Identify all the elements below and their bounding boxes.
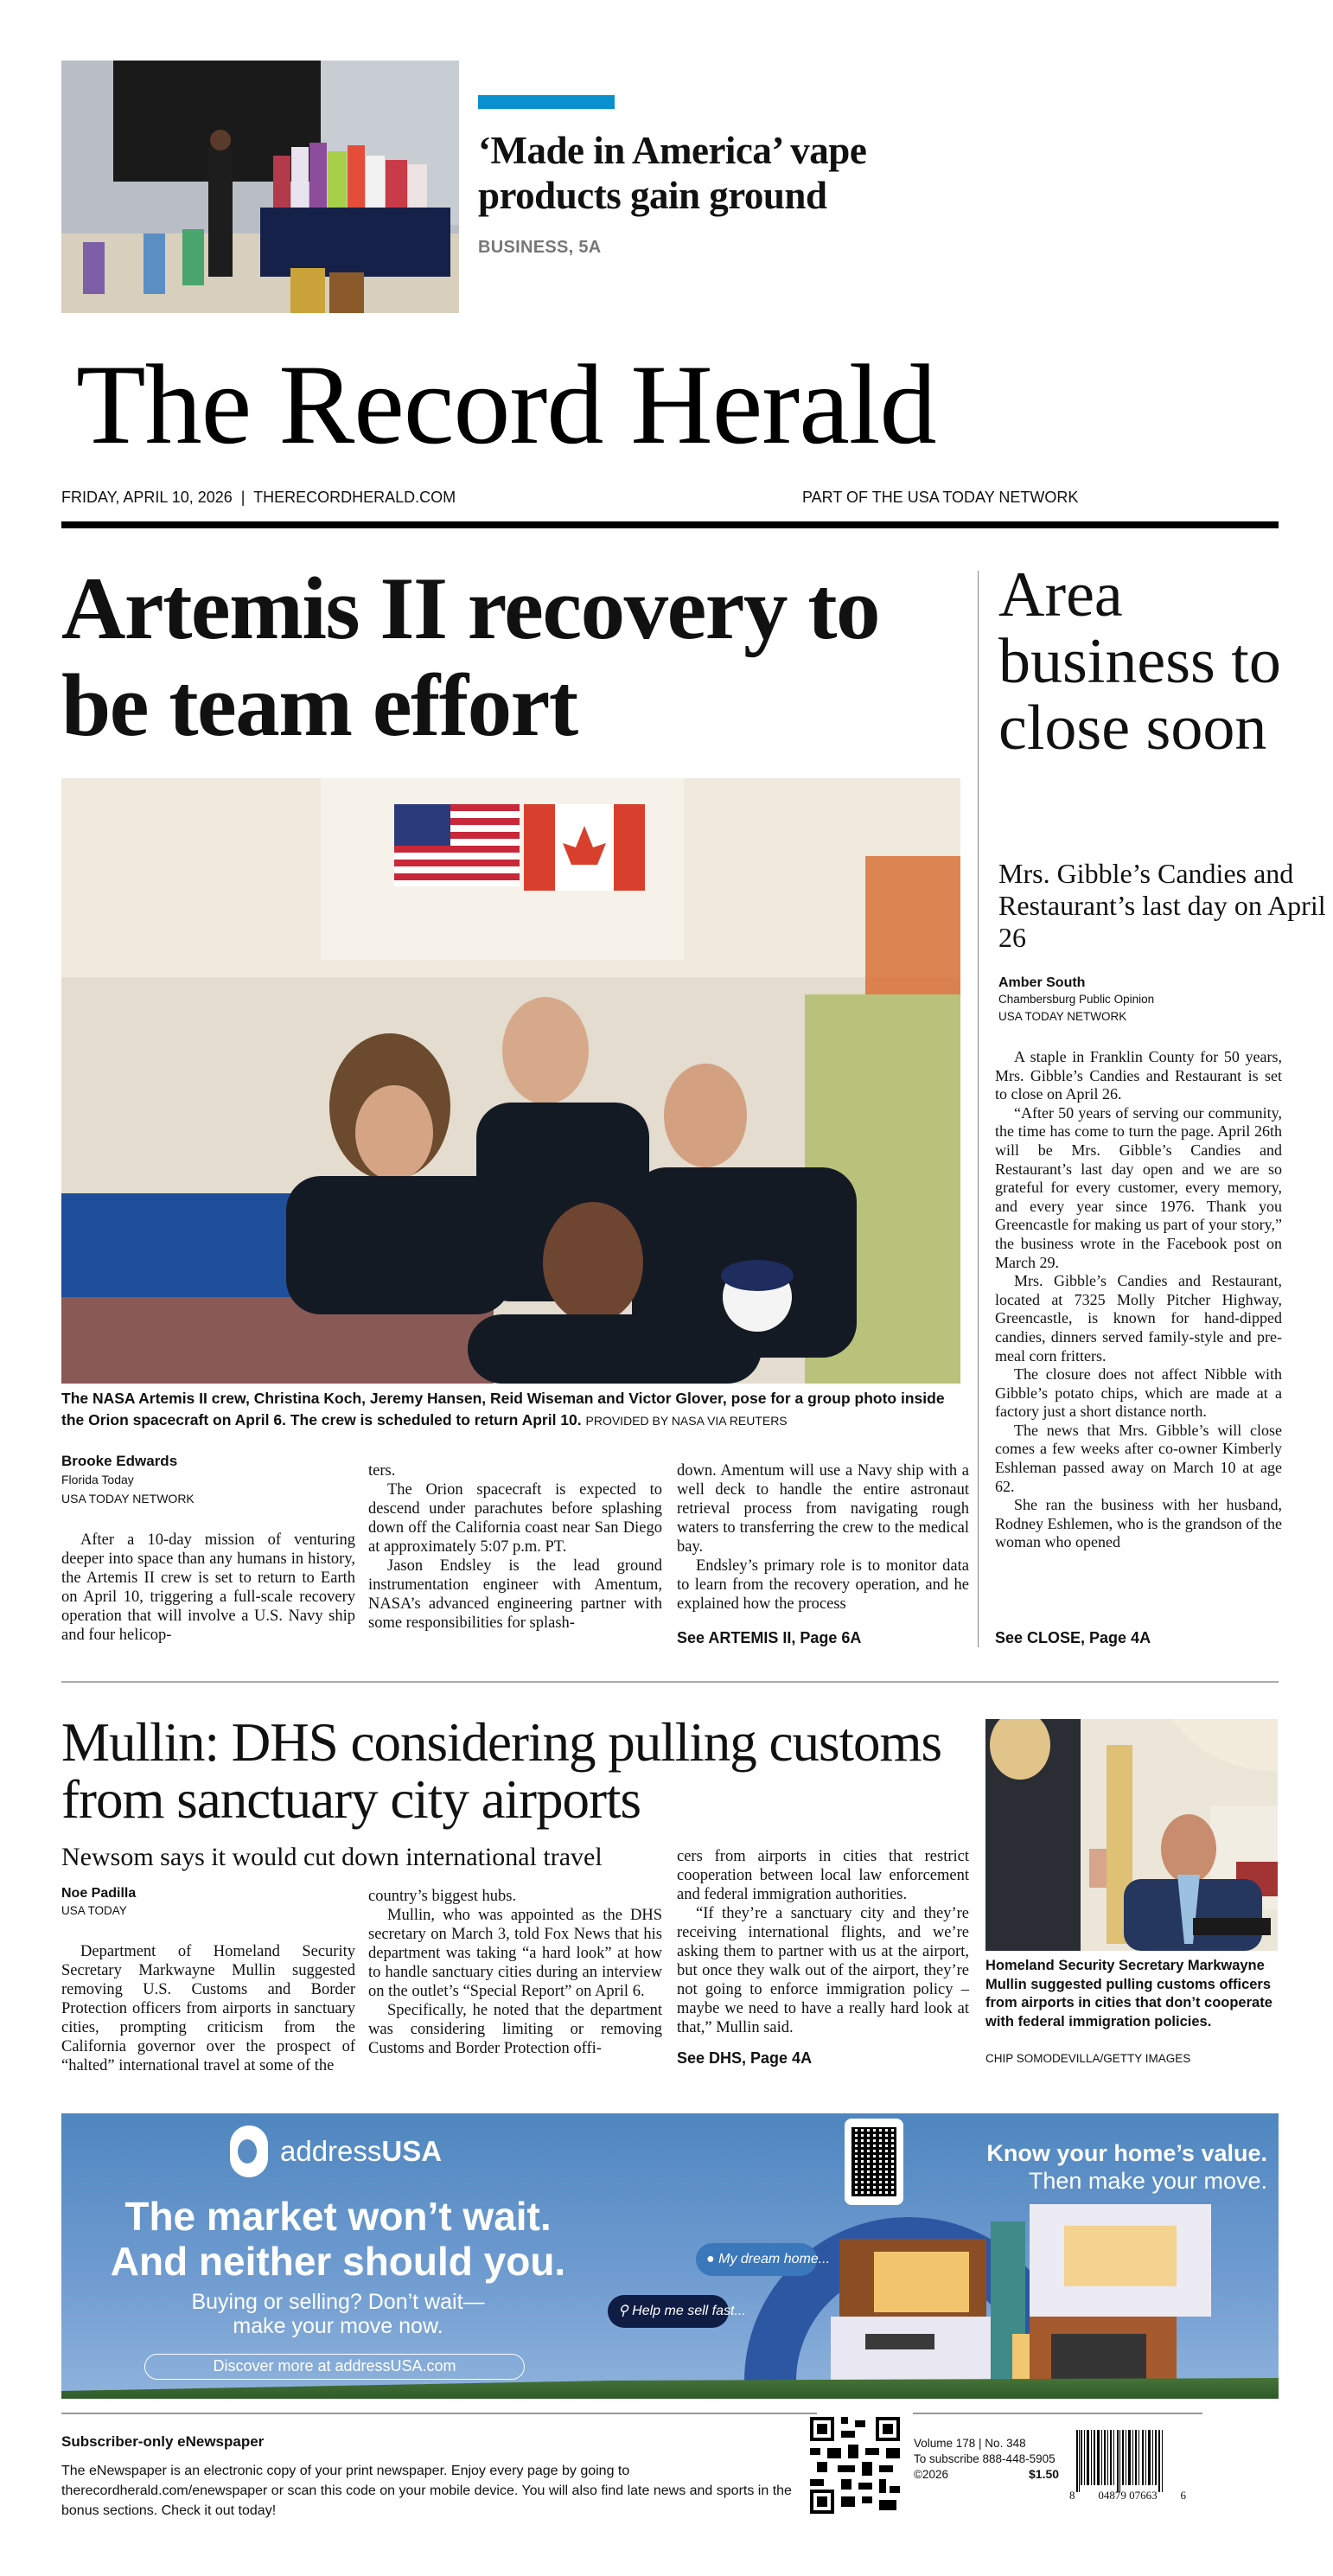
lead-photo-caption <box>61 1388 969 1432</box>
dhs-photo-caption: Homeland Security Secretary Markwayne Mullin suggested pulling customs officers from airports in cities that don’t cooperate with federal immigration policies. <box>985 1958 1272 2029</box>
ad-sub-line-1: Buying or selling? Don’t wait— <box>191 2290 485 2314</box>
column-divider <box>978 571 979 1647</box>
paragraph: The closure does not affect Nibble with Gibble’s potato chips, which are made at a factory just a short distance north. <box>995 1365 1282 1421</box>
byline-org: USA TODAY <box>61 1904 127 1917</box>
byline-name[interactable]: Brooke Edwards <box>61 1453 178 1469</box>
ad-search-pill-dream-home <box>696 2243 831 2276</box>
price: $1.50 <box>1029 2467 1060 2481</box>
teaser-section-label[interactable]: BUSINESS, 5A <box>478 238 602 257</box>
teaser-headline[interactable]: ‘Made in America’ vape products gain ground <box>478 129 867 217</box>
ad-qr-code[interactable] <box>845 2119 903 2205</box>
ad-headline-line-2: And neither should you. <box>110 2239 566 2284</box>
section-divider <box>61 1681 1279 1683</box>
dhs-deck: Newsom says it would cut down international travel <box>61 1843 603 1871</box>
lead-column-1 <box>61 1531 355 1645</box>
location-pin-icon: ● <box>706 2252 715 2266</box>
paragraph: Mullin, who was appointed as the DHS secretary on March 3, told Fox News that his department was taking “a hard look” at how to handle sanctuary cities during an interview on the outlet’s “Special Report” on April 6. <box>368 1907 662 2000</box>
dateline: FRIDAY, APRIL 10, 2026 | THERECORDHERALD.COM <box>61 489 456 506</box>
ad-cta-button[interactable]: Discover more at addressUSA.com <box>144 2354 525 2380</box>
artemis-crew-photo <box>61 778 960 1384</box>
enewspaper-title: Subscriber-only eNewspaper <box>61 2433 265 2450</box>
byline-name[interactable]: Noe Padilla <box>61 1886 137 1901</box>
paragraph: country’s biggest hubs. <box>368 1888 517 1905</box>
barcode-digit-left: 8 <box>1069 2489 1075 2502</box>
addressusa-logo <box>230 2125 442 2178</box>
ad-headline <box>96 2194 580 2284</box>
paragraph: A staple in Franklin County for 50 years, Mrs. Gibble’s Candies and Restaurant is set to close on April 26. <box>995 1048 1282 1103</box>
lead-column-2 <box>368 1461 662 1633</box>
paragraph: Jason Endsley is the lead ground instrumentation engineer with Amentum, NASA’s advanced engineering partner with some responsibilities for splash- <box>368 1557 662 1632</box>
search-icon: ⚲ <box>618 2304 628 2318</box>
dhs-photo[interactable] <box>985 1719 1278 1951</box>
footer-rule <box>61 2413 817 2414</box>
barcode <box>1069 2430 1186 2508</box>
paragraph: Department of Homeland Security Secretary Markwayne Mullin suggested removing U.S. Customs and Border Protection officers from airports in sanctuary cities, prompting criticism from the California governor over the prospect of “halted” international travel at some of the <box>61 1943 355 2074</box>
lead-column-3 <box>677 1461 969 1614</box>
photo-credit: PROVIDED BY NASA VIA REUTERS <box>585 1414 788 1428</box>
masthead-rule <box>61 521 1279 528</box>
enewspaper-description: The eNewspaper is an electronic copy of your print newspaper. Enjoy every page by going to therecordherald.com/enewspaper or scan this code on your mobile device. You will also find late news and sports in the bonus sections. Check it out today! <box>61 2464 792 2518</box>
dhs-column-1 <box>61 1942 355 2075</box>
dhs-byline <box>61 1886 136 1921</box>
ad-sub-line-2: make your move now. <box>233 2314 443 2338</box>
byline-org: Chambersburg Public Opinion <box>998 993 1155 1006</box>
ad-house-image <box>813 2204 1263 2394</box>
paragraph: Specifically, he noted that the department was considering limiting or removing Customs and Border Protection offi- <box>368 2002 662 2057</box>
swearing-in-photo <box>985 1719 1278 1951</box>
addressusa-logo-icon <box>230 2125 268 2177</box>
canada-flag <box>524 804 645 891</box>
byline-org: Florida Today <box>61 1473 134 1486</box>
paragraph: Mrs. Gibble’s Candies and Restaurant, located at 7325 Molly Pitcher Highway, Greencastle, is known for hand-dipped candies, dinners served family-style and pre-meal corn fritters. <box>995 1272 1282 1365</box>
teaser-accent-bar <box>478 95 615 109</box>
masthead-title: The Record Herald <box>76 341 936 468</box>
dhs-headline[interactable]: Mullin: DHS considering pulling customs from sanctuary city airports <box>61 1712 942 1830</box>
paragraph: The Orion spacecraft is expected to descend under parachutes before splashing down off the California coast near San Diego at approximately 5:07 p.m. PT. <box>368 1481 662 1556</box>
enewspaper-qr-code[interactable] <box>810 2417 900 2514</box>
ad-subheadline <box>96 2290 580 2338</box>
paragraph: Endsley’s primary role is to monitor data to learn from the recovery operation, and he explained how the process <box>677 1557 969 1613</box>
us-flag <box>394 804 520 886</box>
paragraph: “If they’re a sanctuary city and they’re receiving international flights, and we’re asking them to partner with us at the airport, but once they walk out of the airport, they’re not going to enforce immigration policy – maybe we need to have a really hard look at that,” Mullin said. <box>677 1905 969 2036</box>
ad-right-headline: Know your home’s value. <box>986 2140 1267 2166</box>
side-body <box>995 1048 1282 1552</box>
dhs-column-3 <box>677 1847 969 2037</box>
addressusa-wordmark: addressUSA <box>280 2135 443 2167</box>
side-headline[interactable]: Area business to close soon <box>998 559 1281 764</box>
paragraph: cers from airports in cities that restrict cooperation between local law enforcement and federal immigration authorities. <box>677 1848 969 1903</box>
caption-text: The NASA Artemis II crew, Christina Koch, Jeremy Hansen, Reid Wiseman and Victor Glover, pose for a group photo inside the Orion spacecraft on April 6. The crew is scheduled to return April 10. <box>61 1390 945 1429</box>
addressusa-ad[interactable] <box>61 2113 1279 2399</box>
byline-network: USA TODAY NETWORK <box>61 1492 195 1505</box>
lead-headline[interactable]: Artemis II recovery to be team effort <box>61 559 880 755</box>
dhs-column-2 <box>368 1887 662 2058</box>
side-jump-link[interactable]: See CLOSE, Page 4A <box>995 1629 1151 1646</box>
paragraph: The news that Mrs. Gibble’s will close comes a few weeks after co-owner Kimberly Eshleman passed away on March 10 at age 62. <box>995 1421 1282 1495</box>
side-deck: Mrs. Gibble’s Candies and Restaurant’s last day on April 26 <box>998 858 1326 953</box>
network-label: PART OF THE USA TODAY NETWORK <box>802 489 1079 506</box>
pill-label: Help me sell fast... <box>632 2304 746 2318</box>
ad-search-pill-sell-fast <box>608 2295 746 2328</box>
ad-headline-line-1: The market won’t wait. <box>124 2194 552 2239</box>
teaser-photo[interactable] <box>61 61 459 313</box>
qr-code-icon <box>851 2127 896 2196</box>
barcode-icon <box>1069 2430 1186 2492</box>
lead-jump-link[interactable]: See ARTEMIS II, Page 6A <box>677 1629 862 1646</box>
ad-right-subheadline: Then make your move. <box>1028 2168 1267 2194</box>
paragraph: down. Amentum will use a Navy ship with a well deck to handle the entire astronaut retrieval process from navigating rough waters to transferring the crew to the medical bay. <box>677 1462 969 1556</box>
subscribe-phone: To subscribe 888-448-5905 <box>914 2452 1056 2465</box>
lead-byline <box>61 1453 355 1508</box>
pill-label: My dream home... <box>718 2252 831 2266</box>
lead-photo[interactable] <box>61 778 960 1384</box>
byline-name[interactable]: Amber South <box>998 975 1086 990</box>
dhs-jump-link[interactable]: See DHS, Page 4A <box>677 2049 813 2067</box>
side-byline <box>998 975 1154 1026</box>
paragraph: ters. <box>368 1462 396 1480</box>
footer-rule <box>913 2413 1202 2414</box>
vape-products-photo <box>61 61 459 313</box>
barcode-number <box>1069 2489 1186 2502</box>
byline-network: USA TODAY NETWORK <box>998 1010 1127 1023</box>
volume-number: Volume 178 | No. 348 <box>914 2437 1026 2450</box>
paragraph: She ran the business with her husband, Rodney Eshlemen, who is the grandson of the woman who opened <box>995 1496 1282 1551</box>
copyright: ©2026 <box>914 2468 948 2481</box>
paragraph: “After 50 years of serving our community, the time has come to turn the page. April 26th will be Mrs. Gibble’s Candies and Restaurant’s last day open and we are so grateful for every customer, every memory, and every year since 1976. Thank you Greencastle for making us part of your story,” the business wrote in the Facebook post on March 29. <box>995 1103 1282 1271</box>
dhs-photo-credit: CHIP SOMODEVILLA/GETTY IMAGES <box>985 2052 1191 2065</box>
barcode-digit-right: 6 <box>1180 2489 1186 2502</box>
paragraph: After a 10-day mission of venturing deeper into space than any humans in history, the Artemis II crew is set to return to Earth on April 10, triggering a full-scale recovery operation that will involve a U.S. Navy ship and four helicop- <box>61 1531 355 1644</box>
barcode-digits: 04879 07663 <box>1098 2489 1158 2502</box>
